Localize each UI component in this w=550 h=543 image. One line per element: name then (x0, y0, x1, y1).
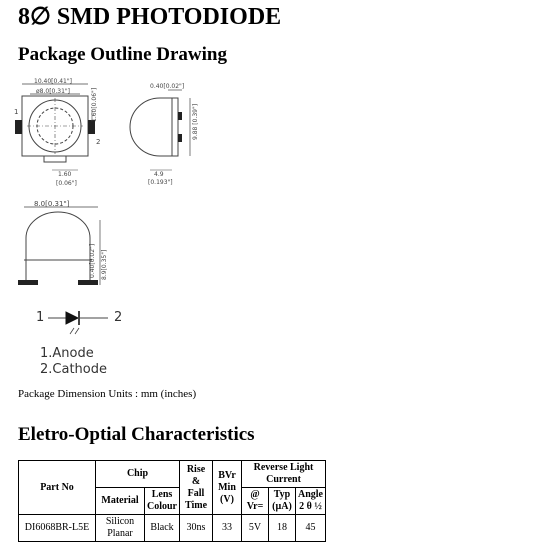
svg-text:ø8.0[0.31"]: ø8.0[0.31"] (36, 88, 71, 95)
page-title: 8∅ SMD PHOTODIODE (18, 4, 282, 30)
diode-symbol-drawing (48, 311, 108, 334)
eo-characteristics-table (18, 460, 326, 542)
cell-typ: 18 (269, 515, 296, 542)
pin-legend-cathode: 2.Cathode (40, 362, 107, 377)
svg-text:4.9: 4.9 (154, 171, 164, 178)
eo-heading: Eletro-Optial Characteristics (18, 424, 255, 445)
pin-1-label: 1 (36, 310, 45, 325)
col-chip: Chip (96, 461, 180, 488)
cell-material: Silicon Planar (96, 515, 145, 542)
pin-legend-anode: 1.Anode (40, 346, 94, 361)
front-view-drawing (18, 200, 108, 285)
svg-text:1.60: 1.60 (58, 171, 72, 178)
svg-text:8.0[0.31"]: 8.0[0.31"] (34, 200, 70, 208)
col-rise-fall: Rise & Fall Time (180, 461, 213, 515)
side-view-drawing (130, 83, 199, 186)
svg-text:0.40[0.02"]: 0.40[0.02"] (150, 83, 185, 90)
svg-text:9.88 [0.39"]: 9.88 [0.39"] (192, 103, 199, 140)
top-view-drawing (14, 78, 100, 187)
dimension-note: Package Dimension Units : mm (inches) (18, 388, 197, 400)
col-angle: Angle 2 θ ½ (296, 488, 326, 515)
table-row (19, 515, 326, 542)
svg-text:8.9[0.35"]: 8.9[0.35"] (101, 249, 108, 280)
cell-vr: 5V (242, 515, 269, 542)
package-outline-heading: Package Outline Drawing (18, 44, 227, 65)
cell-lens-colour: Black (145, 515, 180, 542)
cell-rise-fall: 30ns (180, 515, 213, 542)
svg-text:10.40[0.41"]: 10.40[0.41"] (34, 78, 72, 85)
pin-2-label: 2 (114, 310, 123, 325)
svg-text:[0.06"]: [0.06"] (56, 180, 77, 187)
cell-bvr-min: 33 (213, 515, 242, 542)
cell-angle: 45 (296, 515, 326, 542)
col-test-voltage: @ Vr= (242, 488, 269, 515)
col-lens-colour: Lens Colour (145, 488, 180, 515)
col-bvr: BVr Min (V) (213, 461, 242, 515)
col-material: Material (96, 488, 145, 515)
package-outline-drawing (0, 70, 550, 370)
svg-text:[0.193"]: [0.193"] (148, 179, 173, 186)
cell-part-no: DI6068BR-L5E (19, 515, 96, 542)
svg-text:1: 1 (14, 108, 19, 116)
svg-text:0.40[0.02"]: 0.40[0.02"] (89, 243, 96, 278)
col-part-no: Part No (19, 461, 96, 515)
col-reverse-light-current: Reverse Light Current (242, 461, 326, 488)
svg-text:1.60[0.06"]: 1.60[0.06"] (91, 87, 98, 122)
col-typ: Typ (µA) (269, 488, 296, 515)
svg-text:2: 2 (96, 138, 101, 146)
